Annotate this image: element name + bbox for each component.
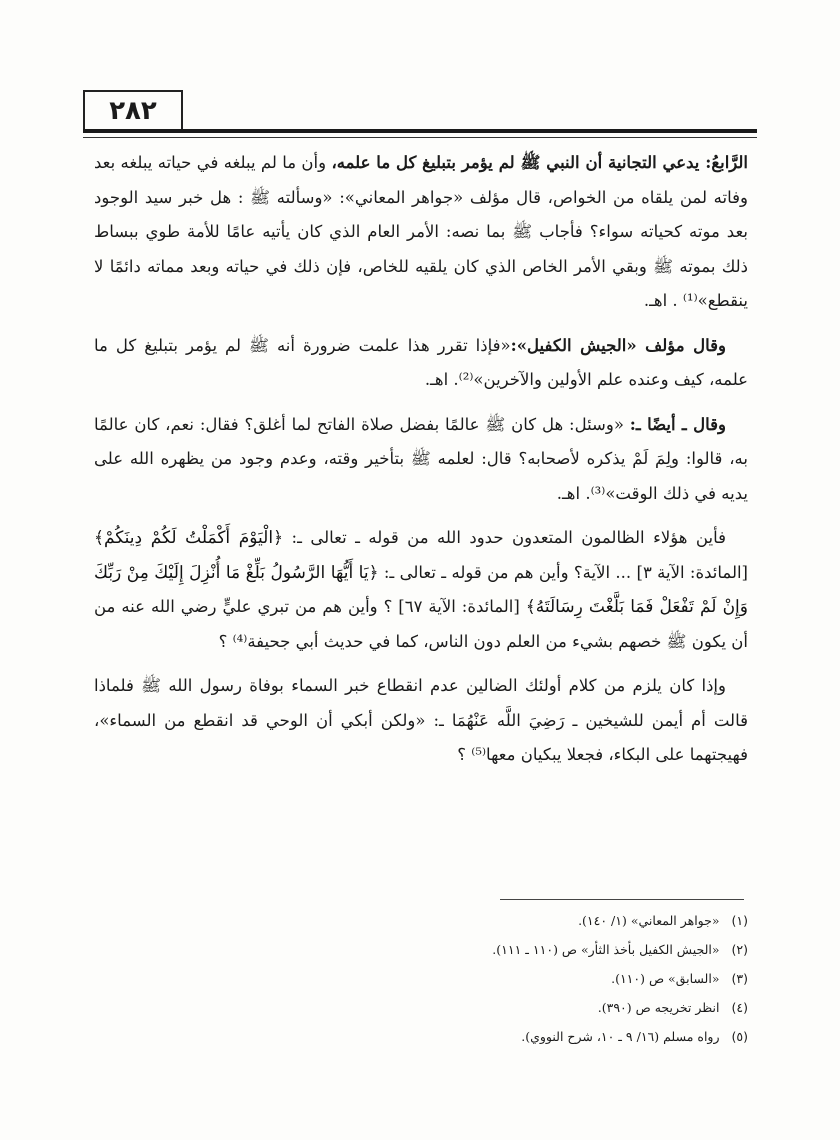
footnotes: [240, 906, 748, 1051]
main-text: [94, 146, 748, 783]
paragraph-4-text-a: فأين هؤلاء الظالمون المتعدون حدود الله من قوله ـ تعالى ـ:: [283, 528, 726, 547]
footnote: (٤)انظر تخريجه ص (٣٩٠).: [597, 1000, 748, 1015]
paragraph-4-text-b: [المائدة: الآية ٣] ... الآية؟ وأين هم من قوله ـ تعالى ـ:: [378, 562, 748, 582]
page-number: ٢٨٢: [83, 90, 183, 130]
quran-verse-1: ﴿الْيَوْمَ أَكْمَلْتُ لَكُمْ دِينَكُمْ﴾: [94, 528, 284, 548]
footnote-rule: [500, 899, 744, 900]
footnote: (٥)رواه مسلم (١٦/ ٩ ـ ١٠، شرح النووي).: [521, 1029, 748, 1044]
paragraph-3-heading: وقال ـ أيضًا ـ:: [629, 414, 726, 434]
paragraph-2-text: «فإذا تقرر هذا علمت ضرورة أنه ﷺ لم يؤمر بتبليغ كل ما علمه، كيف وعنده علم الأولين والآخرين»⁽²⁾. اهـ.: [94, 335, 748, 389]
footnote: (٣)«السابق» ص (١١٠).: [611, 971, 748, 986]
paragraph-3: [94, 408, 748, 512]
header-rule-thin: [83, 137, 757, 138]
footnote: (١)«جواهر المعاني» (١/ ١٤٠).: [578, 913, 748, 928]
paragraph-5-text: وإذا كان يلزم من كلام أولئك الضالين عدم انقطاع خبر السماء بوفاة رسول الله ﷺ فلماذا قالت أم أيمن للشيخين ـ رَضِيَ اللَّه عَنْهُمَا ـ: «ولكن أبكي أن الوحي قد انقطع من السماء»، فهيجتهما على البكاء، فجعلا يبكيان معها⁽⁵⁾ ؟: [94, 676, 748, 764]
paragraph-5: [94, 669, 748, 773]
footnote: (٢)«الجيش الكفيل بأخذ الثأر» ص (١١٠ ـ ١١١).: [492, 942, 748, 957]
paragraph-1-text: وأن ما لم يبلغه في حياته يبلغه بعد وفاته لمن يلقاه من الخواص، قال مؤلف «جواهر المعاني»: «وسألته ﷺ : هل خبر سيد الوجود بعد موته كحياته سواء؟ فأجاب ﷺ بما نصه: الأمر العام الذي كان يأتيه عامًا للأمة طوي ببساط ذلك بموته ﷺ وبقي الأمر الخاص الذي كان يلقيه للخاص، فإن ذلك في حياته وبعد مماته دائمًا لا ينقطع»⁽¹⁾ . اهـ.: [94, 153, 748, 310]
paragraph-4-text-c: [المائدة: الآية ٦٧] ؟ وأين هم من تبري عليٍّ رضي الله عنه من أن يكون ﷺ خصهم بشيء من العلم دون الناس، كما في حديث أبي جحيفة⁽⁴⁾ ؟: [94, 597, 748, 651]
paragraph-1-heading: الرَّابعُ: يدعي التجانية أن النبي ﷺ لم يؤمر بتبليغ كل ما علمه،: [331, 153, 748, 172]
header-rule: [83, 129, 757, 133]
paragraph-2: [94, 329, 748, 398]
paragraph-2-heading: وقال مؤلف «الجيش الكفيل»:: [510, 335, 726, 355]
paragraph-3-text: «وسئل: هل كان ﷺ عالمًا بفضل صلاة الفاتح لما أغلق؟ فقال: نعم، كان عالمًا به، قالوا: ولِمَ لَمْ يذكره لأصحابه؟ قال: لعلمه ﷺ بتأخير وقته، وعدم وجود من يظهره الله على يديه في ذلك الوقت»⁽³⁾. اهـ.: [94, 414, 748, 503]
quran-verse-2: ﴿يَا أَيُّهَا الرَّسُولُ بَلِّغْ مَا أُنْزِلَ إِلَيْكَ مِنْ رَبِّكَ وَإِنْ لَمْ تَفْعَلْ فَمَا بَلَّغْتَ رِسَالَتَهُ﴾: [94, 562, 748, 617]
paragraph-1: [94, 146, 748, 319]
paragraph-4: [94, 521, 748, 659]
